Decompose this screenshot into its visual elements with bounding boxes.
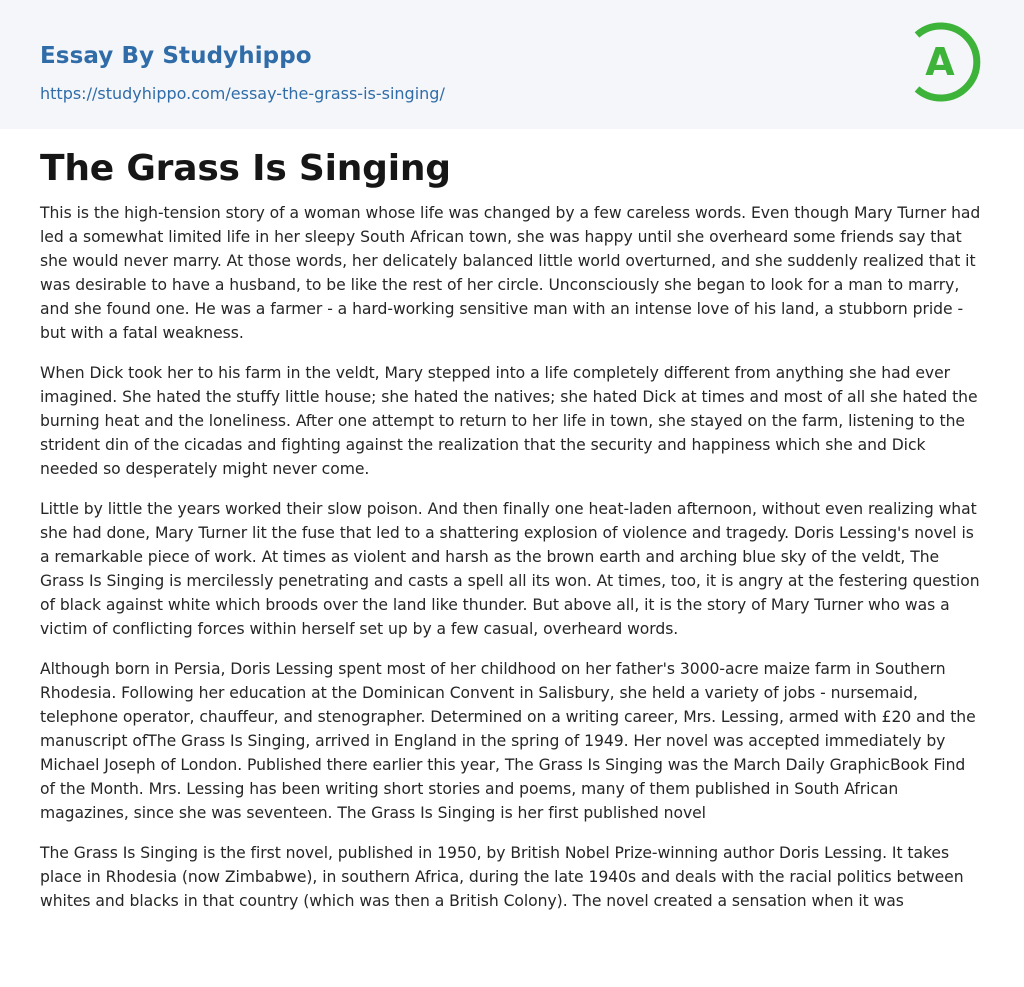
article-paragraph-1: This is the high-tension story of a woman whose life was changed by a few careless words. Even though Mary Turner had led a somewhat limited life in her sleepy South African town, she was happy until she overheard some friends say that she would never marry. At those words, her delicately balanced little world overturned, and she suddenly realized that it was desirable to have a husband, to be like the rest of her circle. Unconsciously she began to look for a man to marry, and she found one. He was a farmer - a hard-working sensitive man with an intense love of his land, a stubborn pride - but with a fatal weakness.: [40, 204, 981, 342]
logo-letter: A: [925, 40, 955, 84]
article-title: The Grass Is Singing: [40, 148, 451, 189]
essay-url-link[interactable]: https://studyhippo.com/essay-the-grass-is-singing/: [40, 84, 445, 103]
studyhippo-logo-icon[interactable]: [912, 20, 986, 104]
article-paragraph-3: Little by little the years worked their slow poison. And then finally one heat-laden afternoon, without even realizing what she had done, Mary Turner lit the fuse that led to a shattering explosion of violence and tragedy. Doris Lessing's novel is a remarkable piece of work. At times as violent and harsh as the brown earth and arching blue sky of the veldt, The Grass Is Singing is mercilessly penetrating and casts a spell all its won. At times, too, it is angry at the festering question of black against white which broods over the land like thunder. But above all, it is the story of Mary Turner who was a victim of conflicting forces within herself set up by a few casual, overheard words.: [40, 500, 980, 638]
article-paragraph-5: The Grass Is Singing is the first novel, published in 1950, by British Nobel Prize-winning author Doris Lessing. It takes place in Rhodesia (now Zimbabwe), in southern Africa, during the late 1940s and deals with the racial politics between whites and blacks in that country (which was then a British Colony). The novel created a sensation when it was: [40, 844, 964, 910]
site-brand[interactable]: Essay By Studyhippo: [40, 43, 312, 69]
article-paragraph-4: Although born in Persia, Doris Lessing spent most of her childhood on her father's 3000-acre maize farm in Southern Rhodesia. Following her education at the Dominican Convent in Salisbury, she held a variety of jobs - nursemaid, telephone operator, chauffeur, and stenographer. Determined on a writing career, Mrs. Lessing, armed with £20 and the manuscript ofThe Grass Is Singing, arrived in England in the spring of 1949. Her novel was accepted immediately by Michael Joseph of London. Published there earlier this year, The Grass Is Singing was the March Daily GraphicBook Find of the Month. Mrs. Lessing has been writing short stories and poems, many of them published in South African magazines, since she was seventeen. The Grass Is Singing is her first published novel: [40, 660, 976, 822]
article-paragraph-2: When Dick took her to his farm in the veldt, Mary stepped into a life completely different from anything she had ever imagined. She hated the stuffy little house; she hated the natives; she hated Dick at times and most of all she hated the burning heat and the loneliness. After one attempt to return to her life in town, she stayed on the farm, listening to the strident din of the cicadas and fighting against the realization that the security and happiness which she and Dick needed so desperately might never come.: [40, 364, 978, 478]
site-header: [0, 0, 1024, 129]
article-container: [0, 129, 1024, 913]
